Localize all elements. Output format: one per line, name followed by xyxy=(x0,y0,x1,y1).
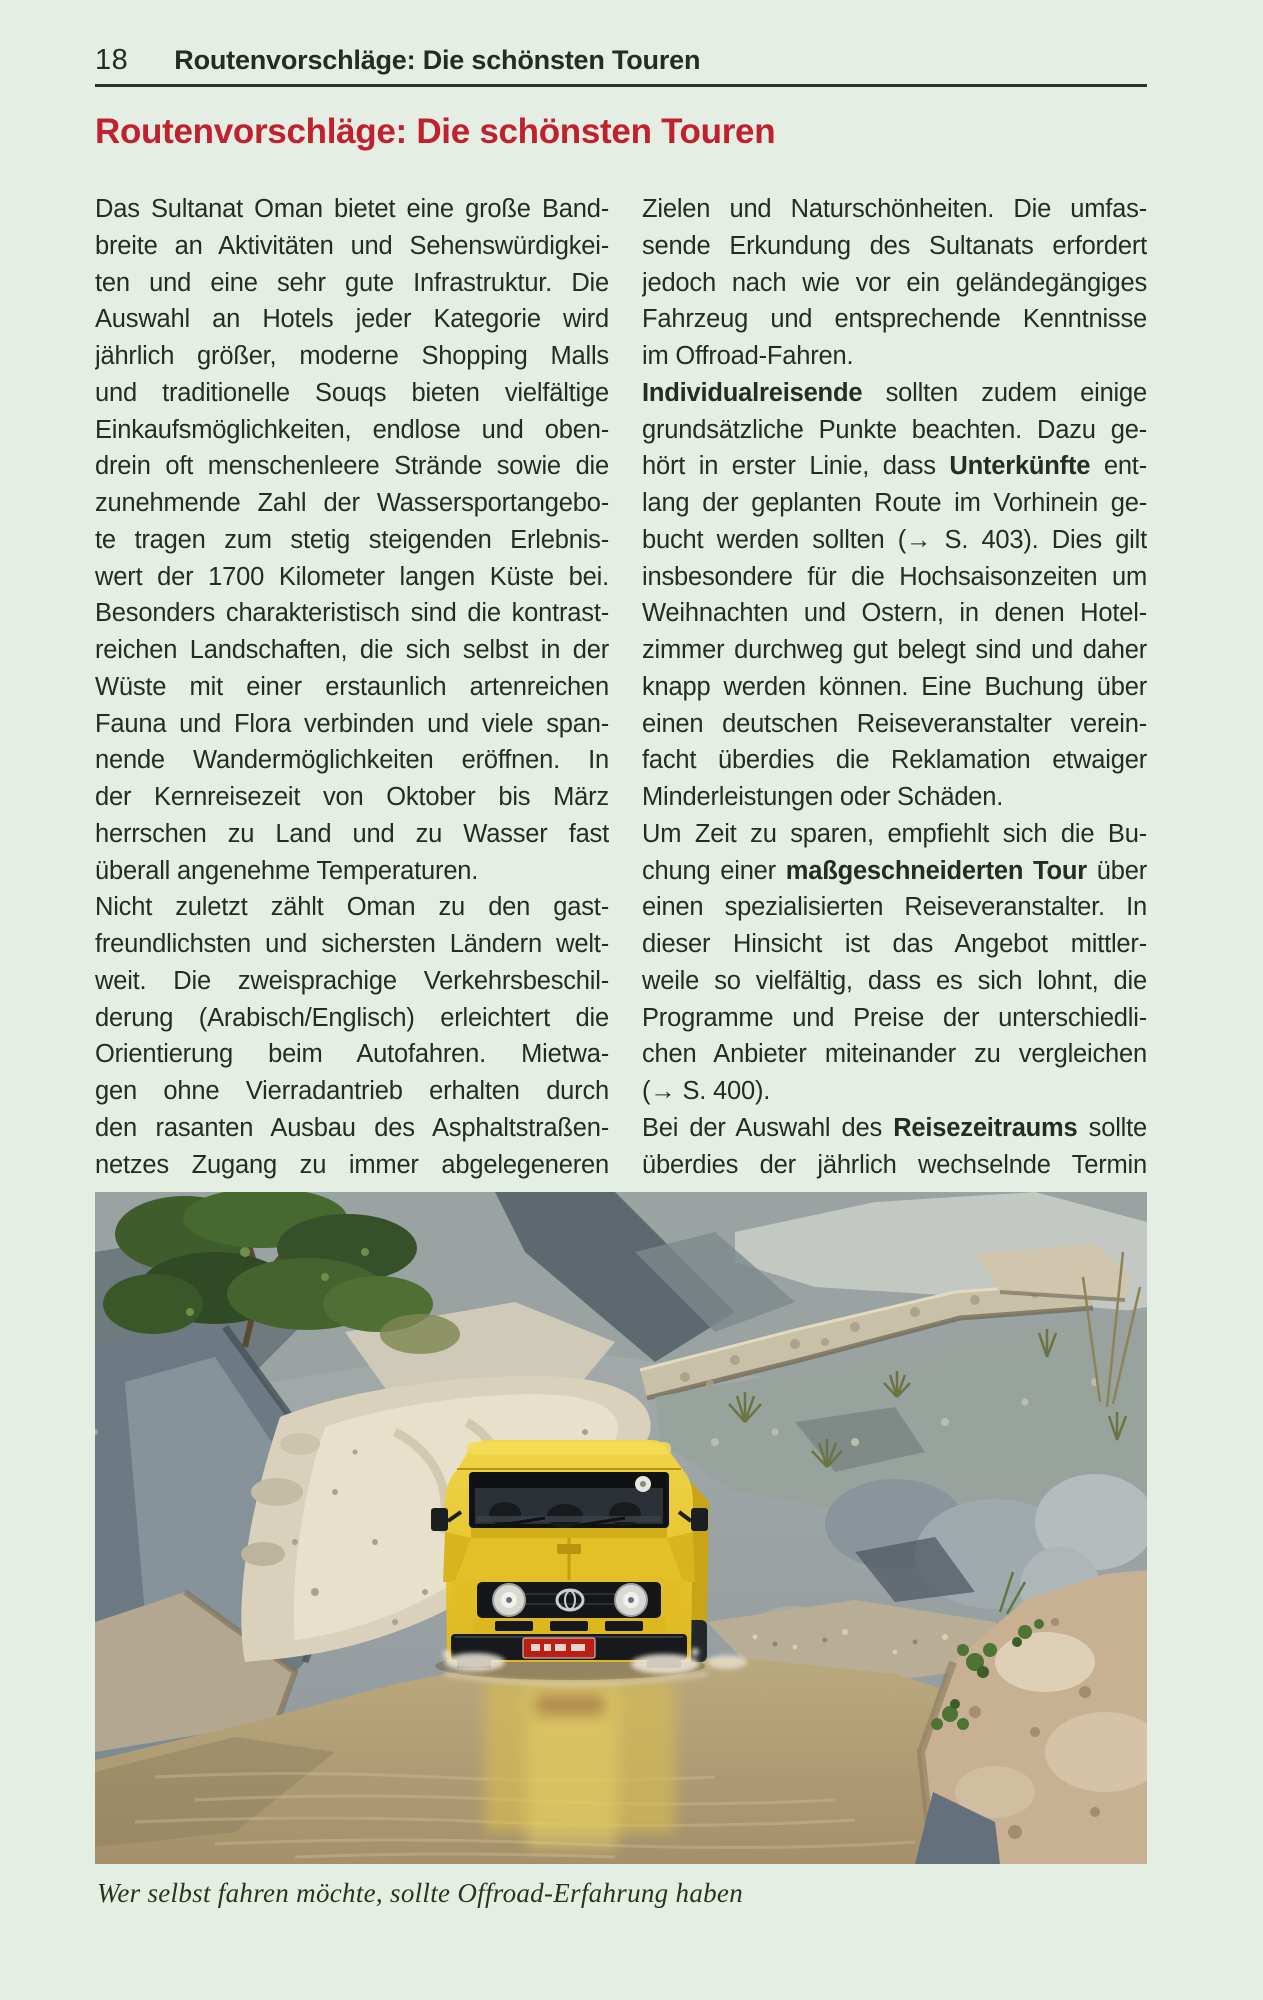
text-line: Weihnachten und Ostern, in denen Hotel- xyxy=(642,599,1147,628)
page-number: 18 xyxy=(95,44,129,76)
text-line: Orientierung beim Autofahren. Mietwa- xyxy=(95,1040,609,1069)
roof-highlight xyxy=(467,1442,671,1455)
text-line: Fahrzeug und entsprechende Kenntnisse xyxy=(642,305,1147,334)
text-line: zimmer durchweg gut belegt sind und daher xyxy=(642,636,1147,664)
text-line: Wüste mit einer erstaunlich artenreichen xyxy=(95,672,609,701)
text-line: nende Wandermöglichkeiten eröffnen. In xyxy=(95,746,609,775)
text-line: grundsätzliche Punkte beachten. Dazu ge- xyxy=(642,415,1147,444)
page-title: Routenvorschläge: Die schönsten Touren xyxy=(95,112,776,152)
text-line: chung einer maßgeschneiderten Tour über xyxy=(642,856,1147,885)
text-line: Um Zeit zu sparen, empfiehlt sich die Bu- xyxy=(642,819,1147,848)
text-line: der Kernreisezeit von Oktober bis März xyxy=(95,783,609,811)
text-line: weit. Die zweisprachige Verkehrsbeschil- xyxy=(95,966,609,995)
text-line: te tragen zum stetig steigenden Erlebnis- xyxy=(95,525,609,554)
text-line: netzes Zugang zu immer abgelegeneren xyxy=(95,1150,609,1179)
text-line: bucht werden sollten (→ S. 403). Dies gilt xyxy=(642,525,1147,554)
text-line: und traditionelle Souqs bieten vielfältige xyxy=(95,378,609,407)
text-line: im Offroad-Fahren. xyxy=(642,342,854,370)
text-line: dieser Hinsicht ist das Angebot mittler- xyxy=(642,930,1147,958)
text-line: Fauna und Flora verbinden und viele span- xyxy=(95,709,609,738)
text-column-left xyxy=(95,191,609,1183)
text-line: Programme und Preise der unterschiedli- xyxy=(642,1003,1147,1032)
photo-illustration xyxy=(95,1192,1147,1864)
text-line: lang der geplanten Route im Vorhinein ge- xyxy=(642,489,1147,517)
text-line: überall angenehme Temperaturen. xyxy=(95,856,479,885)
text-line: (→ S. 400). xyxy=(642,1077,771,1105)
text-line: gen ohne Vierradantrieb erhalten durch xyxy=(95,1077,609,1105)
text-line: Bei der Auswahl des Reisezeitraums sollte xyxy=(642,1113,1147,1142)
photo-offroad-car xyxy=(95,1192,1147,1864)
text-line: jährlich größer, moderne Shopping Malls xyxy=(95,342,609,370)
text-line: hört in erster Linie, dass Unterkünfte ent- xyxy=(642,452,1147,481)
text-line: einen deutschen Reiseveranstalter verein- xyxy=(642,709,1147,738)
text-line: Individualreisende sollten zudem einige xyxy=(642,378,1147,407)
text-line: Das Sultanat Oman bietet eine große Band- xyxy=(95,195,609,223)
text-line: reichen Landschaften, die sich selbst in der xyxy=(95,636,609,664)
text-line: freundlichsten und sichersten Ländern welt- xyxy=(95,930,609,958)
body-text xyxy=(95,191,1147,1183)
text-column-right xyxy=(642,191,1147,1183)
text-line: insbesondere für die Hochsaisonzeiten um xyxy=(642,562,1147,591)
text-line: wert der 1700 Kilometer langen Küste bei. xyxy=(95,562,609,591)
offroad-vehicle xyxy=(431,1440,709,1680)
text-line: chen Anbieter miteinander zu vergleichen xyxy=(642,1040,1147,1069)
running-header xyxy=(95,44,1147,77)
text-line: knapp werden können. Eine Buchung über xyxy=(642,672,1147,701)
text-line: den rasanten Ausbau des Asphaltstraßen- xyxy=(95,1113,609,1142)
text-line: Minderleistungen oder Schäden. xyxy=(642,783,1004,811)
mirror-left xyxy=(431,1508,448,1531)
text-line: zunehmende Zahl der Wassersportangebo- xyxy=(95,489,609,517)
text-line: sende Erkundung des Sultanats erfordert xyxy=(642,231,1147,260)
text-line: herrschen zu Land und zu Wasser fast xyxy=(95,819,609,848)
header-rule xyxy=(95,84,1147,87)
text-line: Nicht zuletzt zählt Oman zu den gast- xyxy=(95,893,609,922)
text-line: Zielen und Naturschönheiten. Die umfas- xyxy=(642,195,1147,223)
text-line: Besonders charakteristisch sind die kontrast- xyxy=(95,599,609,628)
text-line: derung (Arabisch/Englisch) erleichtert die xyxy=(95,1003,609,1032)
text-line: einen spezialisierten Reiseveranstalter. In xyxy=(642,893,1147,922)
text-line: überdies der jährlich wechselnde Termin xyxy=(642,1150,1147,1179)
text-line: breite an Aktivitäten und Sehenswürdigkei- xyxy=(95,231,609,260)
running-title: Routenvorschläge: Die schönsten Touren xyxy=(174,45,701,75)
photo-caption: Wer selbst fahren möchte, sollte Offroad-Erfahrung haben xyxy=(97,1878,743,1908)
text-line: weile so vielfältig, dass es sich lohnt, die xyxy=(642,966,1147,995)
text-line: Auswahl an Hotels jeder Kategorie wird xyxy=(95,305,609,334)
text-line: ten und eine sehr gute Infrastruktur. Die xyxy=(95,268,609,297)
mirror-right xyxy=(691,1508,708,1531)
text-line: drein oft menschenleere Strände sowie die xyxy=(95,452,609,481)
text-line: Einkaufsmöglichkeiten, endlose und oben- xyxy=(95,415,609,444)
car-reflection xyxy=(485,1682,675,1849)
text-line: jedoch nach wie vor ein geländegängiges xyxy=(642,268,1147,297)
text-line: facht überdies die Reklamation etwaiger xyxy=(642,746,1147,775)
